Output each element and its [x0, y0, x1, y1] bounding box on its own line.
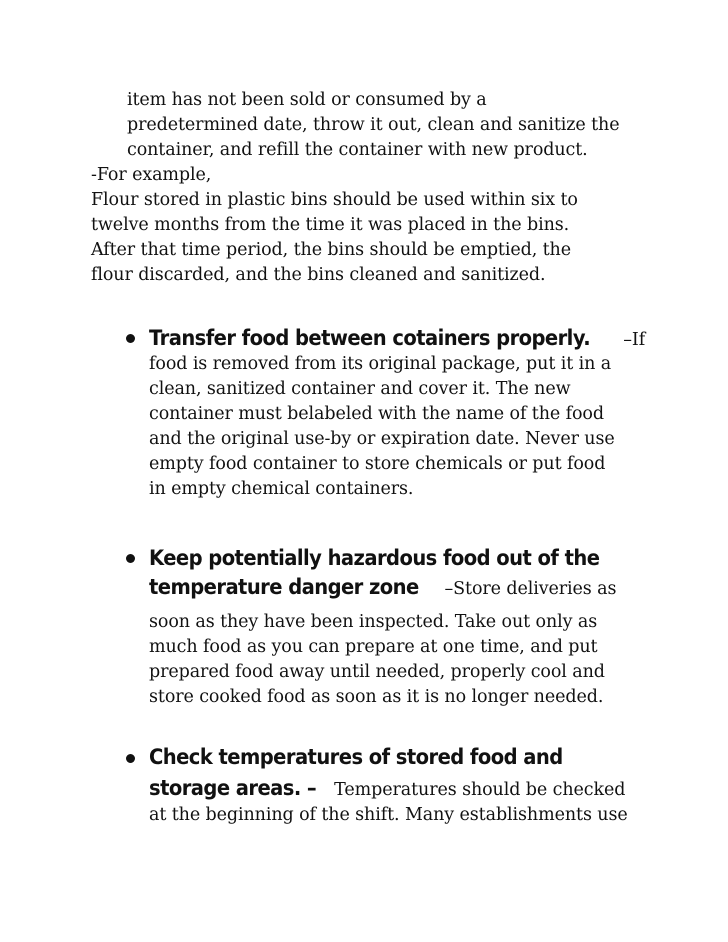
bullet-1-body-line-2: clean, sanitized container and cover it. The new — [149, 379, 571, 399]
bullet-3-heading-1: Check temperatures of stored food and — [149, 745, 563, 769]
example-line-3: twelve months from the time it was placed in the bins. — [91, 215, 570, 235]
bullet-2-heading-tail: –Store deliveries as — [439, 579, 617, 599]
bullet-2-body-line-2: much food as you can prepare at one time, and put — [149, 637, 598, 657]
bullet-dot-2 — [126, 554, 135, 563]
bullet-1-body-line-5: empty food container to store chemicals or put food — [149, 454, 606, 474]
bullet-2-heading-1: Keep potentially hazardous food out of the — [149, 546, 600, 570]
bullet-1-body-line-1: food is removed from its original package, put it in a — [149, 354, 612, 374]
intro-line-3: container, and refill the container with new product. — [127, 140, 588, 160]
bullet-2-heading-line-1 — [149, 544, 633, 574]
bullet-2-heading-2: temperature danger zone — [149, 575, 419, 599]
bullet-1-body-line-4: and the original use-by or expiration date. Never use — [149, 429, 615, 449]
intro-line-1: item has not been sold or consumed by a — [127, 90, 487, 110]
example-line-4: After that time period, the bins should be emptied, the — [91, 240, 571, 260]
example-line-5: flour discarded, and the bins cleaned and sanitized. — [91, 265, 546, 285]
bullet-dot-3 — [126, 754, 135, 763]
intro-line-2: predetermined date, throw it out, clean and sanitize the — [127, 115, 620, 135]
bullet-3-heading-2: storage areas. – — [149, 776, 317, 800]
bullet-2-body-line-4: store cooked food as soon as it is no longer needed. — [149, 687, 604, 707]
bullet-1-body-line-6: in empty chemical containers. — [149, 479, 414, 499]
bullet-2-heading-line-2 — [149, 573, 616, 603]
bullet-3-heading-tail: Temperatures should be checked — [328, 780, 626, 800]
bullet-1-heading-line — [149, 324, 645, 354]
bullet-1-body-line-3: container must belabeled with the name of the food — [149, 404, 604, 424]
bullet-3-heading-line-1 — [149, 743, 594, 773]
bullet-3-heading-line-2 — [149, 774, 625, 804]
bullet-2-body-line-1: soon as they have been inspected. Take out only as — [149, 612, 598, 632]
bullet-1-heading: Transfer food between cotainers properly. — [149, 326, 591, 350]
example-line-2: Flour stored in plastic bins should be used within six to — [91, 190, 578, 210]
bullet-dot-1 — [126, 334, 135, 343]
bullet-2-body-line-3: prepared food away until needed, properly cool and — [149, 662, 605, 682]
example-line-1: -For example, — [91, 165, 212, 185]
bullet-1-heading-tail: –If — [623, 330, 646, 350]
bullet-3-body-line-1: at the beginning of the shift. Many establishments use — [149, 805, 628, 825]
